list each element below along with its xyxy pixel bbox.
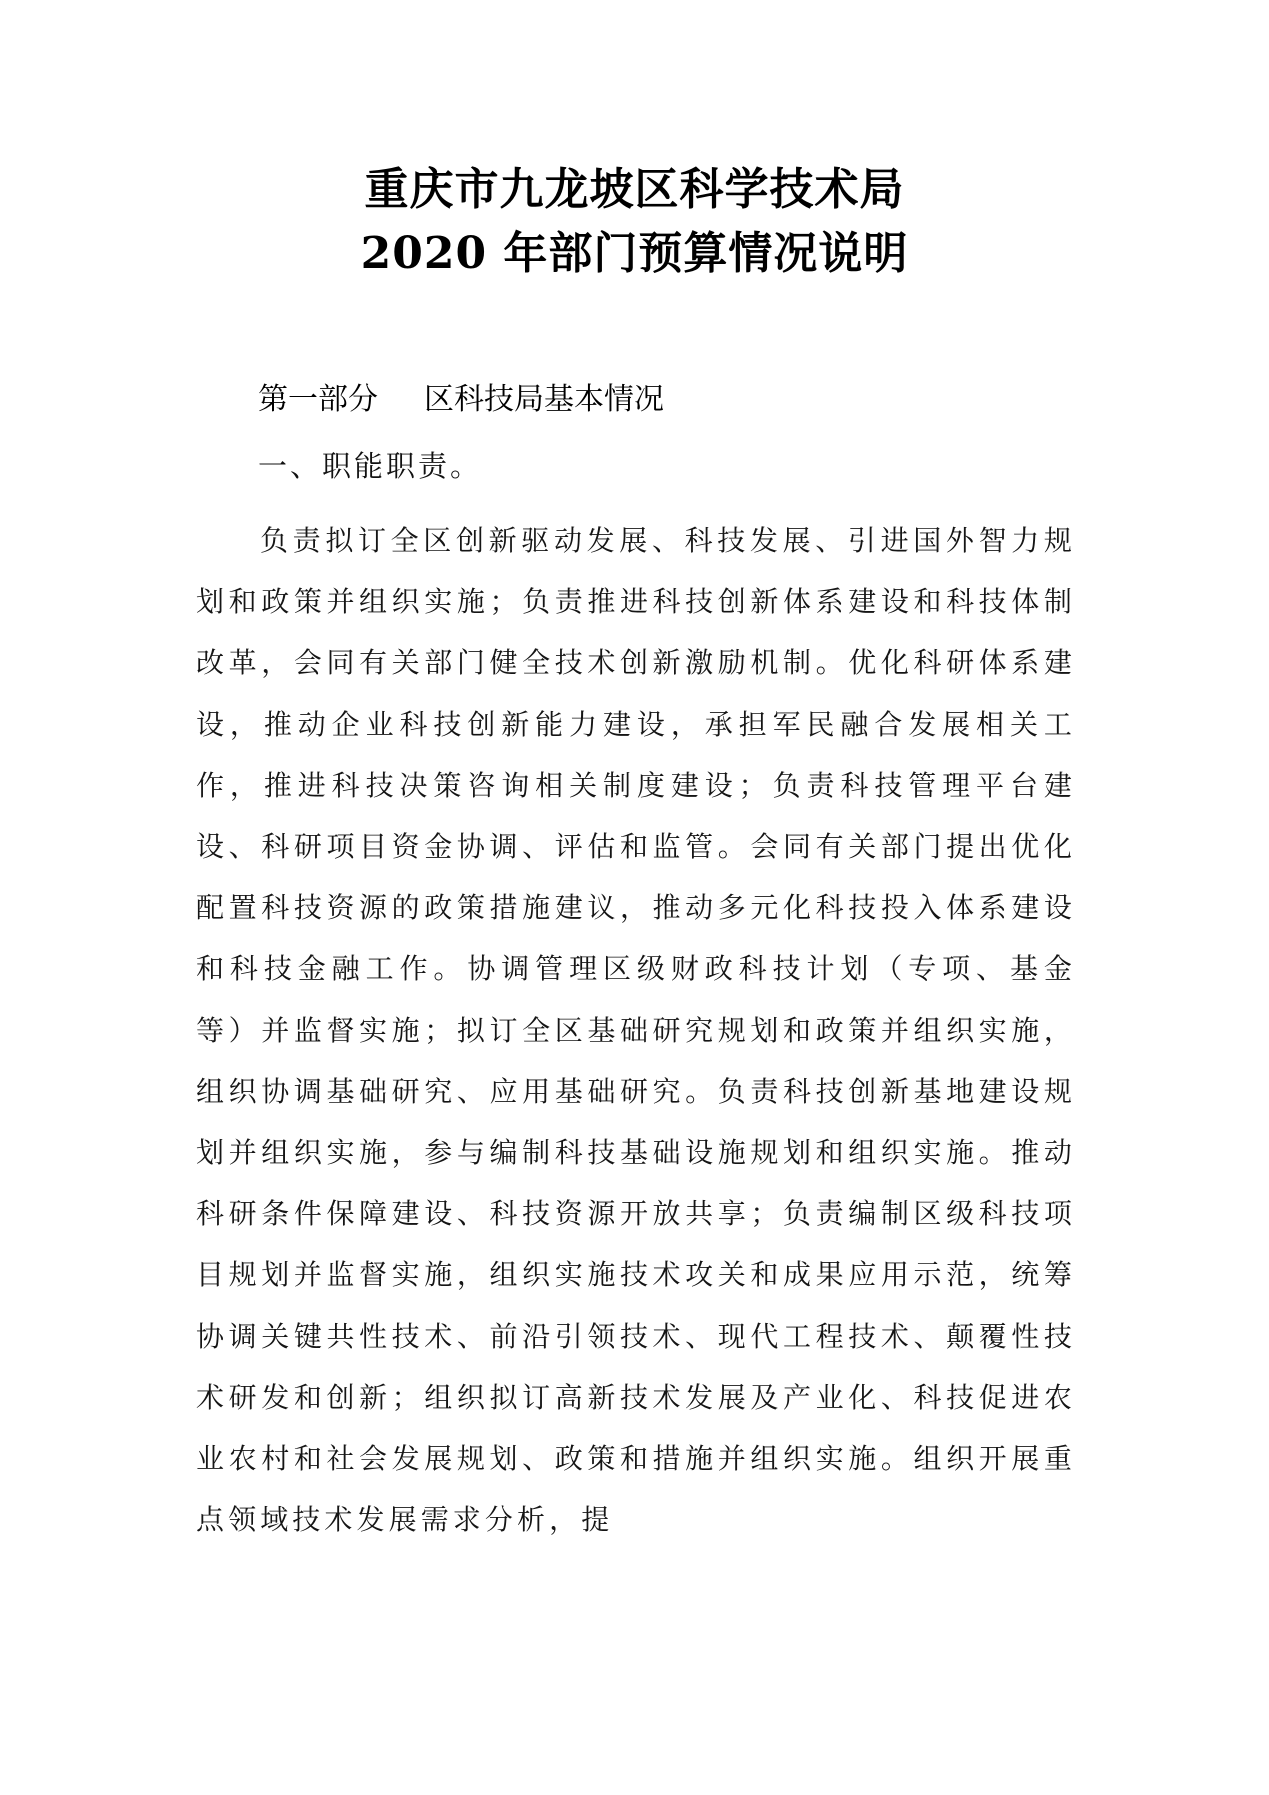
document-title-line-1: 重庆市九龙坡区科学技术局 (364, 164, 905, 215)
section-part-number: 第一部分 (258, 382, 378, 417)
section-part-title: 区科技局基本情况 (424, 382, 664, 417)
section-heading (258, 378, 664, 422)
body-paragraph: 负责拟订全区创新驱动发展、科技发展、引进国外智力规划和政策并组织实施；负责推进科技创新体系建设和科技体制改革，会同有关部门健全技术创新激励机制。优化科研体系建设，推动企业科技创新能力建设，承担军民融合发展相关工作，推进科技决策咨询相关制度建设；负责科技管理平台建设、科研项目资金协调、评估和监管。会同有关部门提出优化配置科技资源的政策措施建议，推动多元化科技投入体系建设和科技金融工作。协调管理区级财政科技计划（专项、基金等）并监督实施；拟订全区基础研究规划和政策并组织实施，组织协调基础研究、应用基础研究。负责科技创新基地建设规划并组织实施，参与编制科技基础设施规划和组织实施。推动科研条件保障建设、科技资源开放共享；负责编制区级科技项目规划并监督实施，组织实施技术攻关和成果应用示范，统筹协调关键共性技术、前沿引领技术、现代工程技术、颠覆性技术研发和创新；组织拟订高新技术发展及产业化、科技促进农业农村和社会发展规划、政策和措施并组织实施。组织开展重点领域技术发展需求分析，提 (196, 524, 1076, 1537)
document-title-line-2: 2020 年部门预算情况说明 (360, 228, 909, 279)
subheading-duties: 一、职能职责。 (258, 449, 483, 483)
